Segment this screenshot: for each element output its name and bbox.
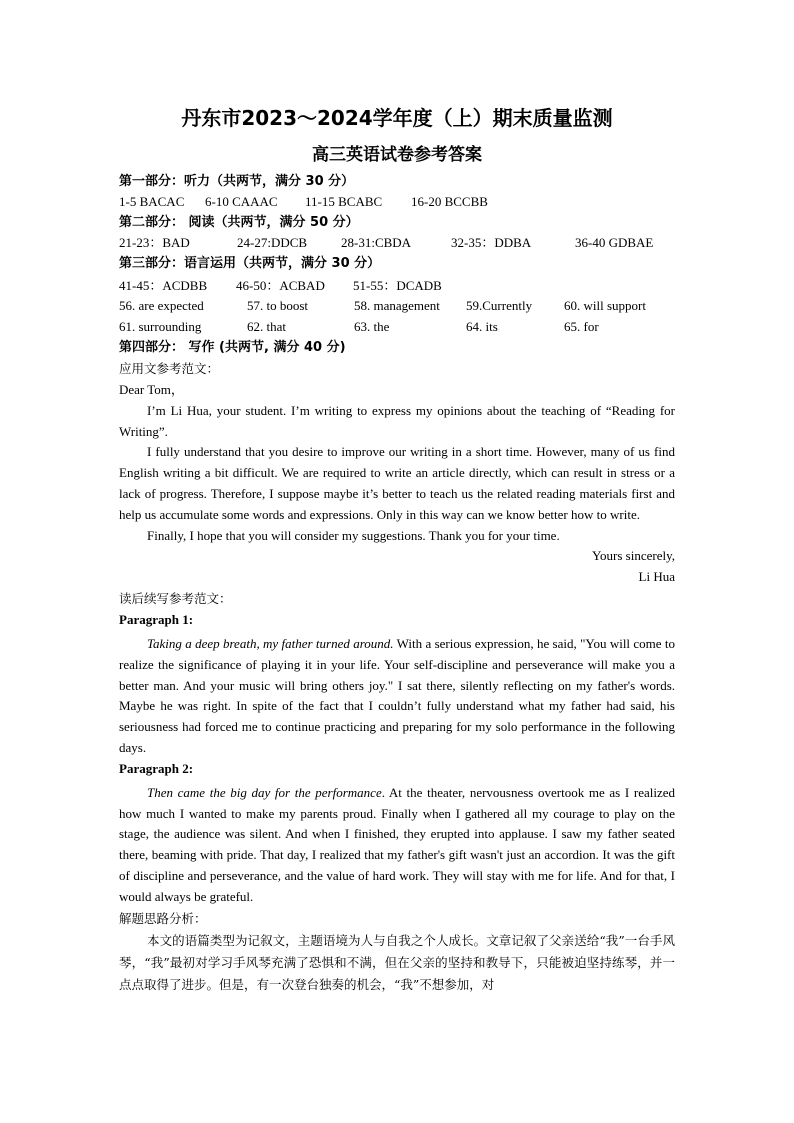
letter-salutation: Dear Tom，: [119, 381, 184, 397]
answer-group: 36-40 GDBAE: [575, 234, 654, 250]
answer-group: 46-50：ACBAD: [236, 277, 325, 293]
letter-paragraph: Finally, I hope that you will consider my suggestions. Thank you for your time.: [147, 527, 560, 543]
answer-group: 32-35：DDBA: [451, 234, 532, 250]
part3-heading: 第三部分：语言运用（共两节，满分 30 分）: [119, 255, 381, 271]
fill-answer: 58. management: [354, 298, 440, 314]
paragraph-1-body: With a serious expression, he said, "You will come to realize the significance of playing it in your life. Your self-discipline and perseverance will make you a better man. And your music will bring others joy." I sat there, silently reflecting on my father's words. Maybe he was right. In spite of the fact that I couldn’t fully understand what my father had said, his seriousness had forced me to continue practicing and preparing for my solo performance in the following days.: [119, 635, 675, 755]
document-body: [119, 104, 675, 996]
paragraph-2-heading: Paragraph 2:: [119, 760, 194, 776]
fill-answer: 63. the: [354, 319, 390, 335]
part1-answers: [119, 192, 675, 213]
answer-group: 6-10 CAAAC: [205, 194, 278, 209]
part4-heading: 第四部分： 写作 (共两节, 满分 40 分): [119, 339, 346, 355]
part3-fill-row-2: [119, 317, 675, 338]
document-subtitle: 高三英语试卷参考答案: [312, 145, 482, 165]
answer-group: 41-45：ACDBB: [119, 277, 208, 293]
fill-answer: 65. for: [564, 319, 599, 335]
fill-answer: 61. surrounding: [119, 319, 202, 335]
paragraph-2-text: [119, 783, 675, 908]
fill-answer: 60. will support: [564, 298, 646, 314]
answer-group: 11-15 BCABC: [305, 194, 383, 209]
part3-fill-row-1: [119, 296, 675, 317]
answer-group: 21-23：BAD: [119, 234, 190, 250]
analysis-text: 本文的语篇类型为记叙文，主题语境为人与自我之个人成长。文章记叙了父亲送给“我”一台手风琴，“我”最初对学习手风琴充满了恐惧和不满，但在父亲的坚持和教导下，只能被迫坚持练琴，并一点点取得了进步。但是，有一次登台独奏的机会，“我”不想参加，对: [119, 932, 675, 992]
document-title: 丹东市2023～2024学年度（上）期末质量监测: [181, 106, 613, 130]
answer-group: 51-55：DCADB: [353, 277, 442, 293]
letter-paragraph: I fully understand that you desire to improve our writing in a short time. However, many of us find English writing a bit difficult. We are required to write an article directly, which can result in stress or a lack of progress. Therefore, I suppose maybe it’s better to teach us the related reading materials first and help us accumulate some words and expressions. Only in this way can we know better how to write.: [119, 444, 675, 522]
fill-answer: 64. its: [466, 319, 498, 335]
part2-answers: [119, 233, 675, 254]
letter-paragraph: I’m Li Hua, your student. I’m writing to express my opinions about the teaching of “Reading for Writing”.: [119, 402, 675, 439]
paragraph-1-text: [119, 634, 675, 759]
fill-answer: 57. to boost: [247, 298, 309, 314]
paragraph-2-opening: Then came the big day for the performance: [147, 784, 382, 800]
letter-signature: Li Hua: [638, 569, 675, 585]
letter-sample-label: 应用文参考范文：: [119, 360, 220, 376]
answer-group: 1-5 BACAC: [119, 194, 185, 209]
letter-closing: Yours sincerely,: [591, 548, 675, 564]
fill-answer: 62. that: [247, 319, 286, 335]
part3-answers: [119, 276, 675, 297]
answer-group: 28-31:CBDA: [341, 234, 412, 250]
paragraph-1-opening: Taking a deep breath, my father turned around.: [147, 635, 394, 651]
answer-group: 16-20 BCCBB: [411, 194, 488, 209]
paragraph-1-heading: Paragraph 1:: [119, 611, 194, 627]
answer-group: 24-27:DDCB: [237, 234, 308, 250]
paragraph-2-body: . At the theater, nervousness overtook me as I realized how much I wanted to make my parents proud. Finally when I gathered all my courage to play on the stage, the audience was silent. And when I finished, they erupted into applause. I saw my father seated there, beaming with pride. That day, I realized that my father's gift wasn't just an accordion. It was the gift of discipline and perseverance, and the value of hard work. They will stay with me for life. And for that, I would always be grateful.: [119, 784, 675, 904]
continuation-sample-label: 读后续写参考范文：: [119, 590, 232, 606]
fill-answer: 59.Currently: [466, 298, 533, 314]
analysis-label: 解题思路分析：: [119, 910, 207, 926]
part1-heading: 第一部分：听力（共两节，满分 30 分）: [119, 174, 355, 189]
fill-answer: 56. are expected: [119, 298, 204, 314]
part2-heading: 第二部分： 阅读（共两节，满分 50 分）: [119, 214, 359, 230]
